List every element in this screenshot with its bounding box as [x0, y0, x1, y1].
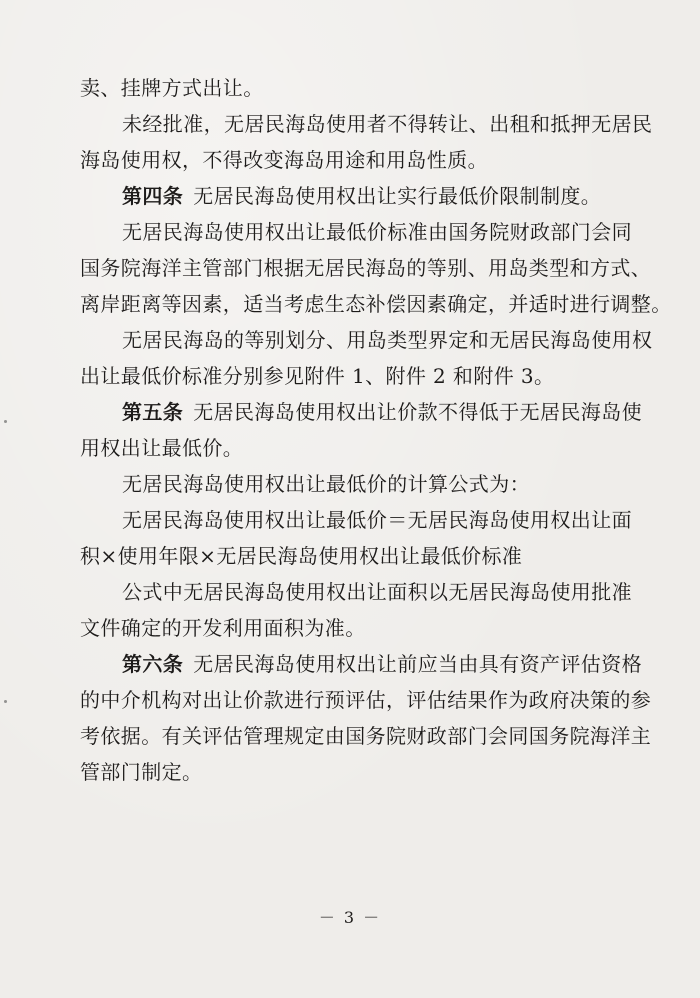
binding-mark [4, 420, 7, 423]
paragraph [80, 70, 640, 106]
text-line: 国务院海洋主管部门根据无居民海岛的等别、用岛类型和方式、 [80, 256, 652, 280]
document-body [80, 70, 672, 790]
article-heading: 第四条 [122, 184, 184, 208]
text-line: 公式中无居民海岛使用权出让面积以无居民海岛使用批准 [122, 580, 632, 604]
text-span: 无居民海岛使用权出让前应当由具有资产评估资格 [193, 652, 643, 676]
text-span: 无居民海岛使用权出让实行最低价限制制度。 [193, 184, 602, 208]
paragraph [80, 178, 640, 214]
article-heading: 第五条 [122, 400, 184, 424]
article-heading: 第六条 [122, 652, 184, 676]
text-line: 用权出让最低价。 [80, 436, 244, 460]
text-line: 无居民海岛使用权出让最低价的计算公式为： [122, 472, 530, 496]
page-number: － 3 － [318, 908, 382, 927]
text-line: 管部门制定。 [80, 760, 203, 784]
paragraph [80, 574, 640, 646]
paragraph [80, 106, 653, 178]
text-line: 未经批准，无居民海岛使用者不得转让、出租和抵押无居民 [122, 112, 653, 136]
binding-mark [4, 700, 7, 703]
paragraph [80, 502, 640, 574]
text-span: 无居民海岛使用权出让价款不得低于无居民海岛使 [193, 400, 643, 424]
text-line: 考依据。有关评估管理规定由国务院财政部门会同国务院海洋主 [80, 724, 652, 748]
paragraph [80, 322, 653, 394]
text-line [80, 646, 643, 682]
text-line: 离岸距离等因素，适当考虑生态补偿因素确定，并适时进行调整。 [80, 292, 672, 316]
text-line: 无居民海岛的等别划分、用岛类型界定和无居民海岛使用权 [122, 328, 653, 352]
paragraph [80, 214, 672, 322]
text-line [80, 394, 643, 430]
text-line [80, 178, 640, 214]
text-line: 无居民海岛使用权出让最低价标准由国务院财政部门会同 [122, 220, 632, 244]
text-line: 的中介机构对出让价款进行预评估，评估结果作为政府决策的参 [80, 688, 652, 712]
text-line: 卖、挂牌方式出让。 [80, 76, 264, 100]
text-line: 海岛使用权，不得改变海岛用途和用岛性质。 [80, 148, 488, 172]
text-line: 出让最低价标准分别参见附件 1、附件 2 和附件 3。 [80, 364, 555, 388]
paragraph [80, 394, 643, 466]
text-line: 无居民海岛使用权出让最低价＝无居民海岛使用权出让面 [122, 508, 632, 532]
paragraph [80, 646, 652, 790]
text-line: 文件确定的开发利用面积为准。 [80, 616, 366, 640]
text-line: 积×使用年限×无居民海岛使用权出让最低价标准 [80, 544, 523, 568]
paragraph [80, 466, 640, 502]
